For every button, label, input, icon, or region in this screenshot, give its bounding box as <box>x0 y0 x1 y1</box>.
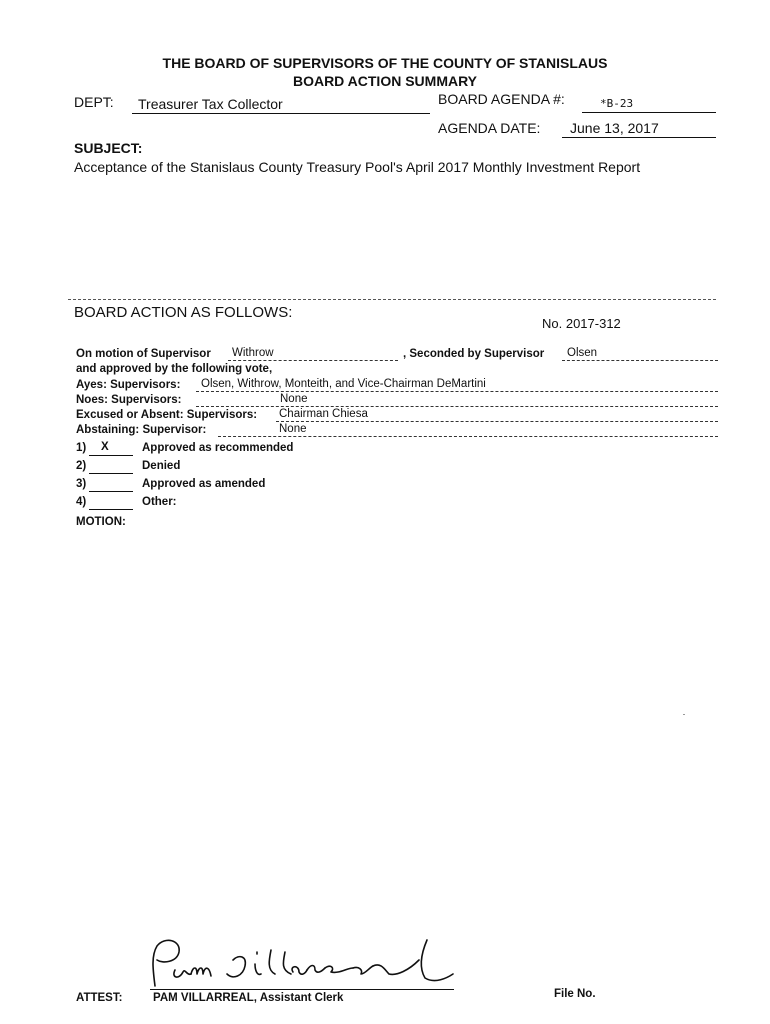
option-3-blank <box>89 491 133 492</box>
seconded-underline <box>562 360 718 361</box>
option-4-label: Other: <box>142 496 177 508</box>
option-2-label: Denied <box>142 460 181 472</box>
noes-label: Noes: Supervisors: <box>76 394 182 406</box>
option-2-number: 2) <box>76 460 87 472</box>
option-1-number: 1) <box>76 442 87 454</box>
abstaining-label: Abstaining: Supervisor: <box>76 424 207 436</box>
section-divider <box>68 299 716 300</box>
agenda-number-label: BOARD AGENDA #: <box>438 91 565 107</box>
option-3-number: 3) <box>76 478 87 490</box>
option-2-blank <box>89 473 133 474</box>
signature-line <box>150 989 454 990</box>
motion-field-label: MOTION: <box>76 516 126 528</box>
dept-label: DEPT: <box>74 94 114 110</box>
excused-value: Chairman Chiesa <box>279 408 368 420</box>
ayes-value: Olsen, Withrow, Monteith, and Vice-Chairman DeMartini <box>201 378 486 390</box>
file-number-label: File No. <box>554 988 596 1000</box>
attest-label: ATTEST: <box>76 992 123 1004</box>
option-1-blank <box>89 455 133 456</box>
ayes-label: Ayes: Supervisors: <box>76 379 181 391</box>
motion-value: Withrow <box>232 347 274 359</box>
agenda-number-underline <box>582 112 716 113</box>
signer-name: PAM VILLARREAL, Assistant Clerk <box>153 992 344 1004</box>
subject-label: SUBJECT: <box>74 140 143 156</box>
document-subtitle: BOARD ACTION SUMMARY <box>292 73 478 89</box>
seconded-value: Olsen <box>567 347 598 359</box>
scan-speck <box>683 714 685 715</box>
dept-underline <box>132 113 430 114</box>
seconded-label: , Seconded by Supervisor <box>403 348 545 360</box>
noes-underline <box>196 406 718 407</box>
abstaining-value: None <box>279 423 307 435</box>
motion-label: On motion of Supervisor <box>76 348 211 360</box>
agenda-date-underline <box>562 137 716 138</box>
option-4-blank <box>89 509 133 510</box>
board-action-heading: BOARD ACTION AS FOLLOWS: <box>74 304 293 321</box>
resolution-number: No. 2017-312 <box>542 316 621 331</box>
excused-label: Excused or Absent: Supervisors: <box>76 409 258 421</box>
motion-underline <box>228 360 398 361</box>
option-4-number: 4) <box>76 496 87 508</box>
excused-underline <box>276 421 718 422</box>
noes-value: None <box>280 393 308 405</box>
subject-text: Acceptance of the Stanislaus County Treasury Pool's April 2017 Monthly Investment Report <box>74 159 641 175</box>
option-1-label: Approved as recommended <box>142 442 294 454</box>
approved-vote-line: and approved by the following vote, <box>76 363 273 375</box>
agenda-date-label: AGENDA DATE: <box>438 120 541 136</box>
agenda-number-value: *B-23 <box>600 97 634 110</box>
document-title: THE BOARD OF SUPERVISORS OF THE COUNTY OF STANISLAUS <box>162 55 608 71</box>
option-3-label: Approved as amended <box>142 478 266 490</box>
dept-value: Treasurer Tax Collector <box>138 96 283 112</box>
abstaining-underline <box>218 436 718 437</box>
signature-image <box>135 930 455 992</box>
option-1-mark: X <box>101 441 109 453</box>
ayes-underline <box>196 391 718 392</box>
agenda-date-value: June 13, 2017 <box>570 120 659 136</box>
